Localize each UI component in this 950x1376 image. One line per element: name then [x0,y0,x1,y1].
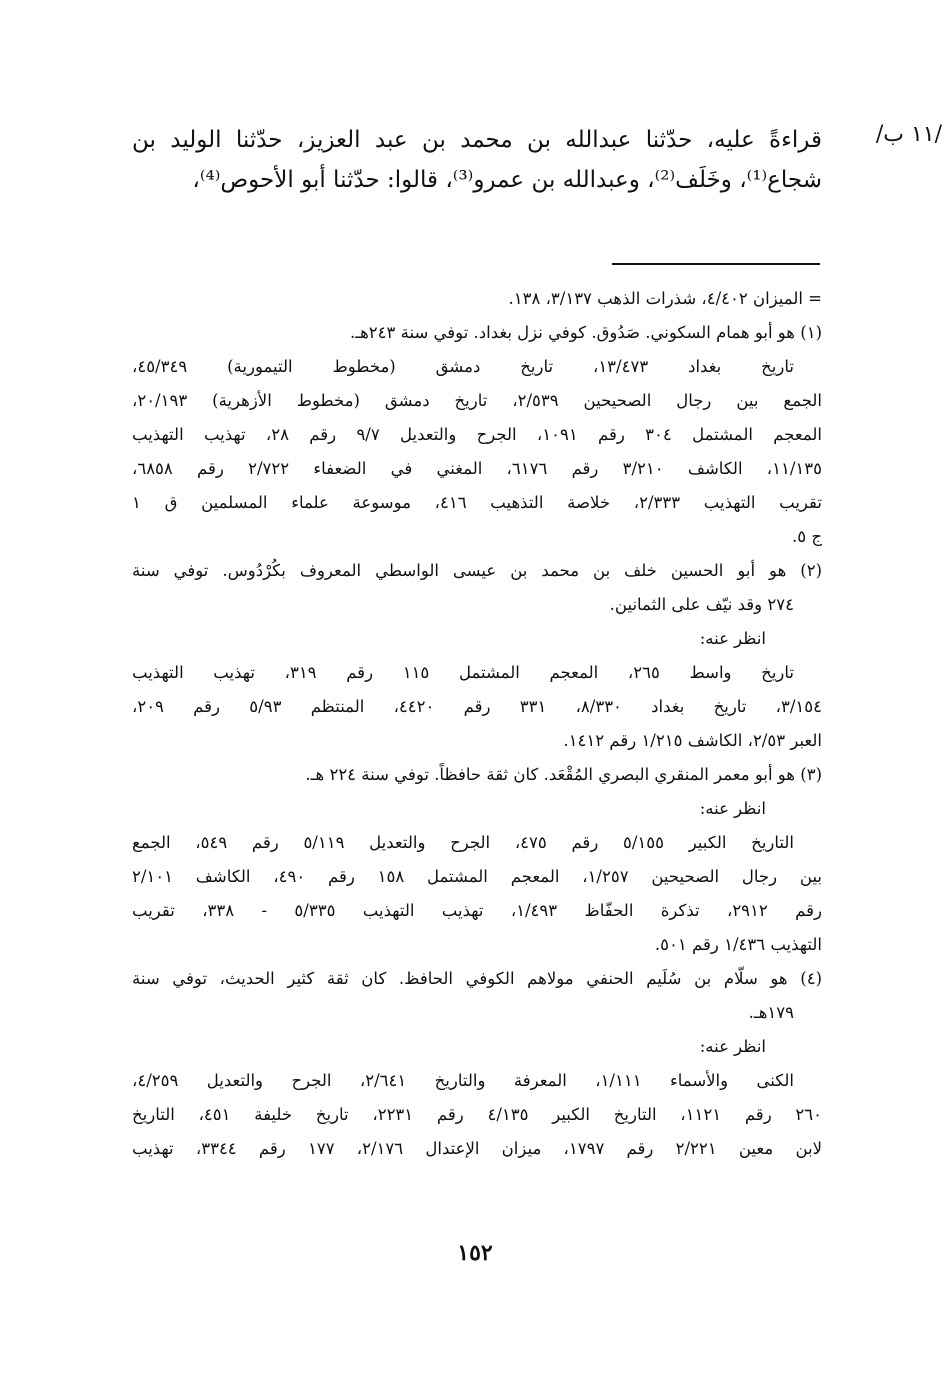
footnote-line: المعجم المشتمل ٣٠٤ رقم ١٠٩١، الجرح والتعديل ٩/٧ رقم ٢٨، تهذيب التهذيب [132,425,823,444]
margin-folio-reference: /١١ ب/ [875,122,942,147]
main-text-block [132,120,822,200]
footnotes [132,282,822,1166]
footnote-line: ٣/١٥٤، تاريخ بغداد ٨/٣٣٠، ٣٣١ رقم ٤٤٢٠، المنتظم ٥/٩٣ رقم ٢٠٩، [132,697,823,716]
footnote-line: (٣) هو أبو معمر المنقري البصري المُقْعَد. كان ثقة حافظاً. توفي سنة ٢٢٤ هـ. [305,765,822,784]
page-number: ١٥٢ [457,1240,493,1266]
footnote-line: تقريب التهذيب ٢/٣٣٣، خلاصة التذهيب ٤١٦، موسوعة علماء المسلمين ق ١ [132,493,822,512]
footnote-line: التاريخ الكبير ٥/١٥٥ رقم ٤٧٥، الجرح والتعديل ٥/١١٩ رقم ٥٤٩، الجمع [132,833,795,852]
footnote-line: تاريخ بغداد ١٣/٤٧٣، تاريخ دمشق (مخطوط التيمورية) ٤٥/٣٤٩، [132,357,794,376]
footnote-line: (١) هو أبو همام السكوني. صَدُوق. كوفي نزل بغداد. توفي سنة ٢٤٣هـ. [350,323,822,342]
footnote-line: بين رجال الصحيحين ١/٢٥٧، المعجم المشتمل ١٥٨ رقم ٤٩٠، الكاشف ٢/١٠١ [132,867,823,886]
footnote-line: انظر عنه: [699,1037,766,1056]
main-text-line: قراءةً عليه، حدّثنا عبدالله بن محمد بن عبد العزيز، حدّثنا الوليد بن [132,127,822,153]
footnote-separator [612,263,820,265]
footnote-line: رقم ٢٩١٢، تذكرة الحفّاظ ١/٤٩٣، تهذيب التهذيب ٥/٣٣٥ - ٣٣٨، تقريب [132,901,822,920]
footnote-line: التهذيب ١/٤٣٦ رقم ٥٠١. [654,935,822,954]
footnote-line: انظر عنه: [699,799,766,818]
footnote-line: ١٧٩هـ. [748,1003,794,1022]
footnote-line: لابن معين ٢/٢٢١ رقم ١٧٩٧، ميزان الإعتدال ٢/١٧٦، ١٧٧ رقم ٣٣٤٤، تهذيب [132,1139,823,1158]
footnote-line: ٢٧٤ وقد نيّف على الثمانين. [609,595,794,614]
footnote-line: ٢٦٠ رقم ١١٢١، التاريخ الكبير ٤/١٣٥ رقم ٢٢٣١، تاريخ خليفة ٤٥١، التاريخ [132,1105,822,1124]
main-text-line: شجاع⁽¹⁾، وخَلَف⁽²⁾، وعبدالله بن عمرو⁽³⁾، قالوا: حدّثنا أبو الأحوص⁽⁴⁾، [192,167,822,193]
footnote-line: الجمع بين رجال الصحيحين ٢/٥٣٩، تاريخ دمشق (مخطوط الأزهرية) ٢٠/١٩٣، [132,391,822,410]
footnote-line: انظر عنه: [699,629,766,648]
footnote-line: العبر ٢/٥٣، الكاشف ١/٢١٥ رقم ١٤١٢. [563,731,822,750]
footnote-line: ج ٥. [791,527,822,546]
footnote-line: (٤) هو سلّام بن سُلَيم الحنفي مولاهم الكوفي الحافظ. كان ثقة كثير الحديث، توفي سنة [132,969,822,988]
footnote-line: (٢) هو أبو الحسين خلف بن محمد بن عيسى الواسطي المعروف بكُرْدُوس. توفي سنة [132,561,822,580]
footnote-line: = الميزان ٤/٤٠٢، شذرات الذهب ٣/١٣٧، ١٣٨. [508,289,822,308]
footnote-line: ١١/١٣٥، الكاشف ٣/٢١٠ رقم ٦١٧٦، المغني في الضعفاء ٢/٧٢٢ رقم ٦٨٥٨، [132,459,822,478]
footnote-line: الكنى والأسماء ١/١١١، المعرفة والتاريخ ٢/٦٤١، الجرح والتعديل ٤/٢٥٩، [132,1071,794,1090]
footnote-line: تاريخ واسط ٢٦٥، المعجم المشتمل ١١٥ رقم ٣١٩، تهذيب التهذيب [132,663,794,682]
